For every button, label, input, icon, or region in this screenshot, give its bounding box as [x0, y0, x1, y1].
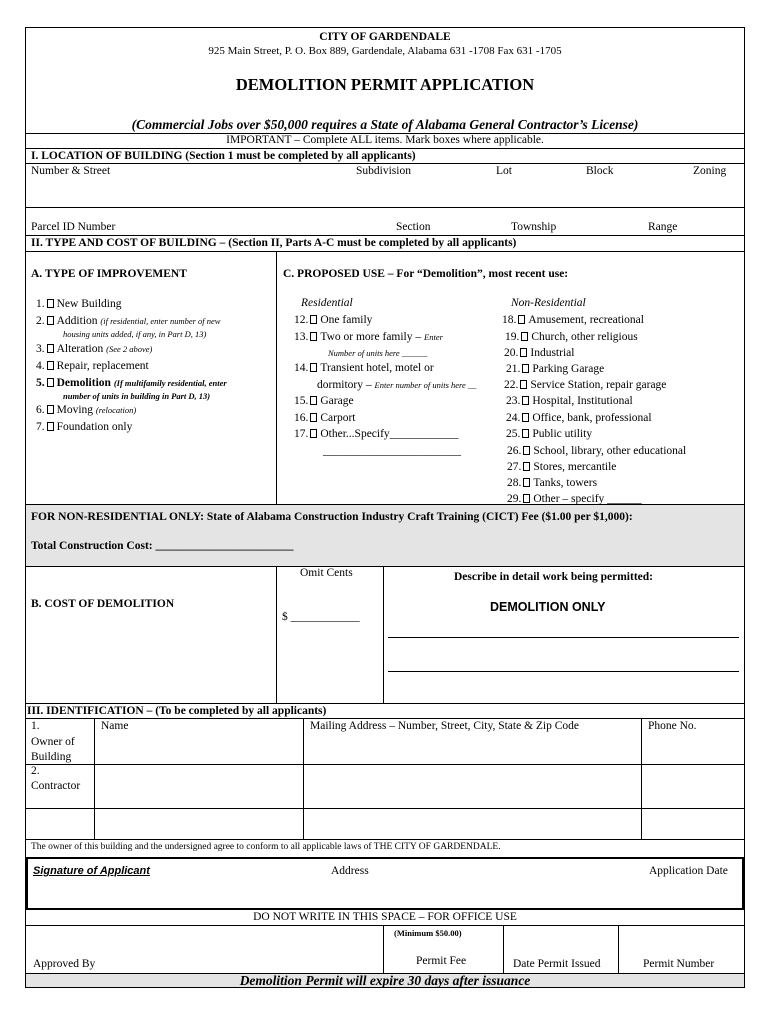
signature-label: Signature of Applicant	[33, 865, 150, 877]
checkbox[interactable]	[310, 332, 317, 341]
approved-by-label: Approved By	[33, 958, 96, 970]
use-item-19[interactable]: 19. Church, other religious	[505, 331, 638, 343]
checkbox[interactable]	[523, 462, 530, 471]
use-item-16[interactable]: 16. Carport	[294, 412, 356, 424]
owner-label-1: Owner of	[31, 736, 75, 748]
checkbox[interactable]	[310, 429, 317, 438]
expiry-notice: Demolition Permit will expire 30 days after issuance	[239, 973, 531, 988]
cict-fee-text: FOR NON-RESIDENTIAL ONLY: State of Alabama Construction Industry Craft Training (CICT) Fee ($1.00 per $1,000):	[31, 511, 633, 523]
type-item-6[interactable]: 6. Moving (relocation)	[36, 404, 137, 416]
checkbox[interactable]	[47, 422, 54, 431]
describe-work-label: Describe in detail work being permitted:	[454, 571, 653, 583]
type-item-7[interactable]: 7. Foundation only	[36, 421, 133, 433]
use-item-12[interactable]: 12. One family	[294, 314, 373, 326]
section-label: Section	[396, 221, 431, 233]
permit-form	[25, 27, 745, 988]
important-note: IMPORTANT – Complete ALL items. Mark boxes where applicable.	[226, 134, 544, 146]
location-fields[interactable]	[26, 178, 744, 206]
nonresidential-label: Non-Residential	[511, 297, 586, 309]
permit-fee-label: Permit Fee	[416, 955, 467, 967]
section3-heading: III. IDENTIFICATION – (To be completed by all applicants)	[27, 705, 327, 717]
use-item-23[interactable]: 23. Hospital, Institutional	[506, 395, 633, 407]
section1-heading: I. LOCATION OF BUILDING (Section 1 must be completed by all applicants)	[31, 150, 416, 162]
type-item-3[interactable]: 3. Alteration (See 2 above)	[36, 343, 153, 355]
checkbox[interactable]	[47, 405, 54, 414]
minimum-fee-note: (Minimum $50.00)	[394, 928, 462, 938]
office-use-heading: DO NOT WRITE IN THIS SPACE – FOR OFFICE USE	[253, 911, 517, 923]
checkbox[interactable]	[310, 363, 317, 372]
date-issued-label: Date Permit Issued	[513, 958, 601, 970]
lot-label: Lot	[496, 165, 512, 177]
checkbox[interactable]	[522, 364, 529, 373]
checkbox[interactable]	[520, 380, 527, 389]
name-column-header: Name	[101, 720, 129, 732]
description-line-2[interactable]	[388, 671, 739, 672]
contractor-row-number: 2.	[31, 765, 40, 777]
agreement-text: The owner of this building and the undersigned agree to conform to all applicable laws of THE CITY OF GARDENDALE.	[31, 842, 501, 852]
application-date-label: Application Date	[649, 865, 728, 877]
use-item-28[interactable]: 28. Tanks, towers	[507, 477, 598, 489]
type-item-4[interactable]: 4. Repair, replacement	[36, 360, 149, 372]
applicant-address-label: Address	[331, 865, 369, 877]
demolition-note: number of units in building in Part D, 13)	[63, 391, 211, 401]
residential-label: Residential	[301, 297, 353, 309]
permit-number-label: Permit Number	[643, 958, 715, 970]
checkbox[interactable]	[520, 348, 527, 357]
section2-heading: II. TYPE AND COST OF BUILDING – (Section II, Parts A-C must be completed by all applicants)	[31, 237, 517, 249]
proposed-use-heading: C. PROPOSED USE – For “Demolition”, most recent use:	[283, 268, 569, 280]
type-item-5[interactable]: 5. Demolition (If multifamily residential, enter	[36, 377, 227, 389]
units-note: Number of units here ______	[328, 348, 428, 358]
use-item-29[interactable]: 29. Other – specify ______	[507, 493, 642, 505]
mailing-address-header: Mailing Address – Number, Street, City, State & Zip Code	[310, 720, 580, 732]
total-cost-field[interactable]: Total Construction Cost: ________________________	[31, 540, 294, 552]
checkbox[interactable]	[47, 344, 54, 353]
use-item-20[interactable]: 20. Industrial	[504, 347, 575, 359]
city-name: CITY OF GARDENDALE	[319, 31, 451, 43]
description-line-1[interactable]	[388, 637, 739, 638]
use-item-15[interactable]: 15. Garage	[294, 395, 354, 407]
use-item-17[interactable]: 17. Other...Specify____________	[294, 428, 459, 440]
township-label: Township	[511, 221, 557, 233]
checkbox[interactable]	[522, 429, 529, 438]
checkbox[interactable]	[523, 446, 530, 455]
owner-row-number: 1.	[31, 720, 40, 732]
checkbox[interactable]	[518, 315, 525, 324]
checkbox[interactable]	[522, 396, 529, 405]
checkbox[interactable]	[521, 332, 528, 341]
parcel-id-label: Parcel ID Number	[31, 221, 116, 233]
checkbox[interactable]	[47, 299, 54, 308]
checkbox[interactable]	[47, 361, 54, 370]
city-address: 925 Main Street, P. O. Box 889, Gardendale, Alabama 631 -1708 Fax 631 -1705	[208, 45, 562, 57]
use-item-26[interactable]: 26. School, library, other educational	[507, 445, 687, 457]
checkbox[interactable]	[47, 316, 54, 325]
dormitory-line: dormitory – Enter number of units here __	[317, 379, 477, 391]
omit-cents-label: Omit Cents	[300, 567, 353, 579]
license-note: (Commercial Jobs over $50,000 requires a State of Alabama General Contractor’s License)	[131, 117, 639, 132]
zoning-label: Zoning	[693, 165, 727, 177]
type-item-1[interactable]: 1. New Building	[36, 298, 122, 310]
use-item-18[interactable]: 18. Amusement, recreational	[502, 314, 644, 326]
addition-note: housing units added, if any, in Part D, 13)	[63, 329, 207, 339]
use-item-21[interactable]: 21. Parking Garage	[506, 363, 605, 375]
cost-amount-field[interactable]: $ ____________	[282, 611, 360, 623]
checkbox[interactable]	[522, 413, 529, 422]
checkbox[interactable]	[47, 378, 54, 387]
subdivision-label: Subdivision	[356, 165, 411, 177]
use-item-22[interactable]: 22. Service Station, repair garage	[504, 379, 667, 391]
block-label: Block	[586, 165, 614, 177]
checkbox[interactable]	[310, 396, 317, 405]
use-item-25[interactable]: 25. Public utility	[506, 428, 593, 440]
checkbox[interactable]	[310, 315, 317, 324]
checkbox[interactable]	[310, 413, 317, 422]
type-item-2[interactable]: 2. Addition (if residential, enter number of new	[36, 315, 221, 327]
checkbox[interactable]	[523, 494, 530, 503]
use-item-14[interactable]: 14. Transient hotel, motel or	[294, 362, 434, 374]
other-specify-line[interactable]: ________________________	[323, 445, 461, 457]
checkbox[interactable]	[523, 478, 530, 487]
use-item-27[interactable]: 27. Stores, mercantile	[507, 461, 617, 473]
work-description[interactable]: DEMOLITION ONLY	[490, 600, 606, 614]
cost-heading: B. COST OF DEMOLITION	[31, 598, 175, 610]
contractor-label: Contractor	[31, 780, 81, 792]
use-item-24[interactable]: 24. Office, bank, professional	[506, 412, 652, 424]
number-street-label: Number & Street	[31, 165, 111, 177]
type-improvement-heading: A. TYPE OF IMPROVEMENT	[31, 268, 187, 280]
range-label: Range	[648, 221, 678, 233]
owner-label-2: Building	[31, 751, 72, 763]
use-item-13[interactable]: 13. Two or more family – Enter	[294, 331, 443, 343]
page-title: DEMOLITION PERMIT APPLICATION	[235, 75, 535, 94]
phone-header: Phone No.	[648, 720, 697, 732]
